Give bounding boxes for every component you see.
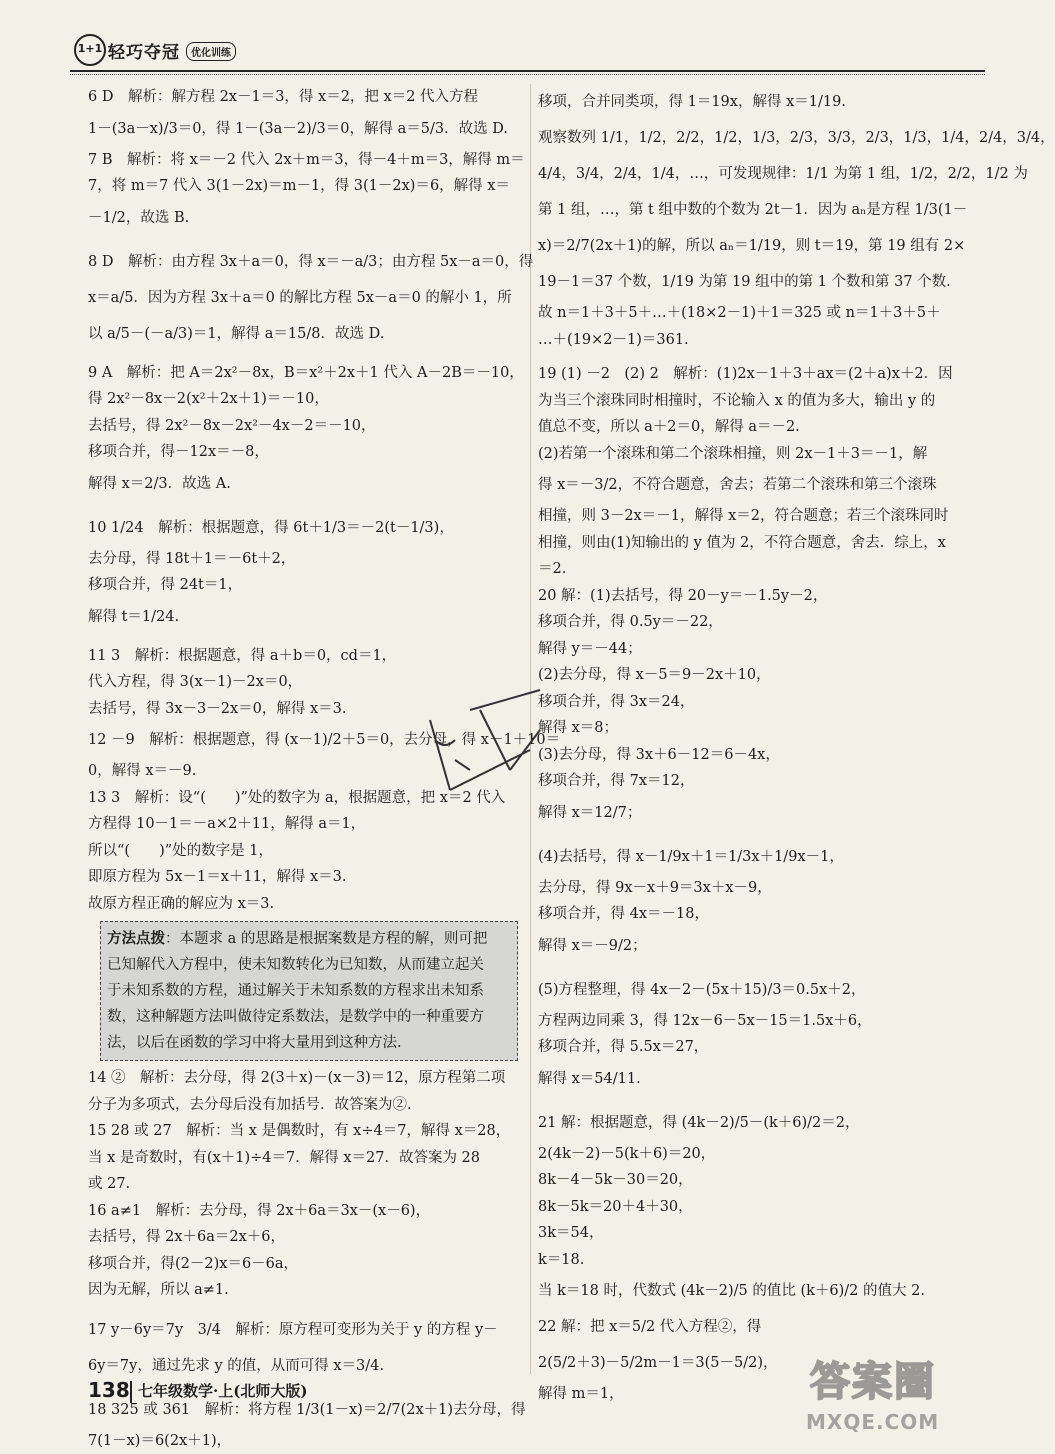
answer-line: …＋(19×2－1)＝361.	[538, 327, 983, 354]
answer-line: 14 ② 解析：去分母，得 2(3＋x)－(x－3)＝12，原方程第二项	[88, 1065, 523, 1092]
right-answers	[538, 84, 983, 1408]
page-footer	[88, 1378, 688, 1408]
answer-line: 8k－4－5k－30＝20，	[538, 1167, 983, 1194]
answer-line: 即原方程为 5x－1＝x＋11，解得 x＝3.	[88, 864, 523, 891]
answer-line: 2(5/2＋3)－5/2m－1＝3(5－5/2)，	[538, 1345, 983, 1381]
answer-line: 方程得 10－1＝－a×2＋11，解得 a＝1，	[88, 811, 523, 838]
answer-line: 故 n＝1＋3＋5＋…＋(18×2－1)＋1＝325 或 n＝1＋3＋5＋	[538, 300, 983, 327]
tip-line: 于未知系数的方程，通过解关于未知系数的方程求出未知系	[107, 978, 511, 1004]
page-header	[70, 30, 985, 76]
line-gap	[88, 502, 523, 510]
answer-line: ＝2.	[538, 556, 983, 583]
tip-line: 数，这种解题方法叫做待定系数法，是数学中的一种重要方	[107, 1004, 511, 1030]
answer-line: 方程两边同乘 3，得 12x－6－5x－15＝1.5x＋6，	[538, 1008, 983, 1035]
answer-line: 故原方程正确的解应为 x＝3.	[88, 891, 523, 918]
brand-title: 轻巧夺冠	[108, 38, 180, 63]
answer-line: 代入方程，得 3(x－1)－2x＝0，	[88, 669, 523, 696]
line-gap	[538, 1097, 983, 1105]
answer-line: (4)去括号，得 x－1/9x＋1＝1/3x＋1/9x－1，	[538, 839, 983, 875]
answer-line: 19－1＝37 个数，1/19 为第 19 组中的第 1 个数和第 37 个数．	[538, 264, 983, 300]
watermark-url: MXQE.COM	[806, 1410, 939, 1434]
right-column	[538, 84, 983, 1408]
answer-line: 第 1 组，…，第 t 组中数的个数为 2t－1．因为 aₙ是方程 1/3(1－	[538, 192, 983, 228]
answer-line: 解得 x＝54/11.	[538, 1061, 983, 1097]
answer-line: 观察数列 1/1，1/2，2/2，1/2，1/3，2/3，3/3，2/3，1/3，1/4，2/4，3/4，	[538, 120, 983, 156]
answer-line: 相撞，则 3－2x＝－1，解得 x＝2，符合题意；若三个滚珠同时	[538, 503, 983, 530]
answer-line: 当 x 是奇数时，有(x＋1)÷4＝7．解得 x＝27．故答案为 28	[88, 1145, 523, 1172]
footer-separator	[130, 1381, 132, 1403]
answer-line: 8k－5k＝20＋4＋30，	[538, 1194, 983, 1221]
answer-line: 移项合并，得 3x＝24，	[538, 689, 983, 716]
answer-line: 19 (1) －2 (2) 2 解析：(1)2x－1＋3＋ax＝(2＋a)x＋2．因	[538, 361, 983, 388]
tip-line: 法，以后在函数的学习中将大量用到这种方法.	[107, 1030, 511, 1056]
answer-line: 18 325 或 361 解析：将方程 1/3(1－x)＝2/7(2x＋1)去分母，得	[88, 1392, 523, 1428]
answer-line: 以 a/5－(－a/3)＝1，解得 a＝15/8．故选 D.	[88, 316, 523, 352]
answer-line: 7(1－x)＝6(2x＋1)，	[88, 1428, 523, 1454]
answer-line: 解得 x＝8；	[538, 715, 983, 742]
line-gap	[538, 353, 983, 361]
answer-line: x)＝2/7(2x＋1)的解，所以 aₙ＝1/19，则 t＝19，第 19 组有 2×	[538, 228, 983, 264]
watermark-text: 答案圈	[810, 1350, 936, 1407]
answer-line: 6y＝7y，通过先求 y 的值，从而可得 x＝3/4.	[88, 1348, 523, 1384]
answer-line: 移项合并，得(2－2)x＝6－6a，	[88, 1251, 523, 1278]
answer-line: 21 解：根据题意，得 (4k－2)/5－(k＋6)/2＝2，	[538, 1105, 983, 1141]
line-gap	[88, 352, 523, 360]
answer-line: x＝a/5．因为方程 3x＋a＝0 的解比方程 5x－a＝0 的解小 1，所	[88, 280, 523, 316]
answer-line: －1/2，故选 B.	[88, 200, 523, 236]
answer-line: 2(4k－2)－5(k＋6)＝20，	[538, 1141, 983, 1168]
answer-line: 移项合并，得 24t＝1，	[88, 572, 523, 599]
answer-line: 10 1/24 解析：根据题意，得 6t＋1/3＝－2(t－1/3)，	[88, 510, 523, 546]
header-rule-dotted	[70, 74, 985, 75]
answer-line: 所以“( )”处的数字是 1，	[88, 838, 523, 865]
answer-line: 解得 y＝－44；	[538, 636, 983, 663]
answer-line: 解得 m＝1，	[538, 1381, 983, 1408]
brand-subtitle: 优化训练	[186, 42, 236, 61]
line-gap	[88, 635, 523, 643]
answer-line: 9 A 解析：把 A＝2x²－8x，B＝x²＋2x＋1 代入 A－2B＝－10，	[88, 360, 523, 387]
line-gap	[538, 964, 983, 972]
tip-line: 已知解代入方程中，使未知数转化为已知数，从而建立起关	[107, 952, 511, 978]
answer-line: 移项，合并同类项，得 1＝19x，解得 x＝1/19.	[538, 84, 983, 120]
answer-line: 分子为多项式，去分母后没有加括号．故答案为②.	[88, 1092, 523, 1119]
answer-line: (2)去分母，得 x－5＝9－2x＋10，	[538, 662, 983, 689]
answer-line: 20 解：(1)去括号，得 20－y＝－1.5y－2，	[538, 583, 983, 610]
answer-line: 值总不变，所以 a＋2＝0，解得 a＝－2.	[538, 414, 983, 441]
answer-line: 得 x＝－3/2，不符合题意，舍去；若第二个滚珠和第三个滚珠	[538, 467, 983, 503]
answer-line: k＝18.	[538, 1247, 983, 1274]
answer-line: 解得 x＝－9/2；	[538, 928, 983, 964]
answer-line: 8 D 解析：由方程 3x＋a＝0，得 x＝－a/3；由方程 5x－a＝0，得	[88, 244, 523, 280]
line-gap	[88, 236, 523, 244]
answer-line: 0，解得 x＝－9.	[88, 758, 523, 785]
page-number: 138	[88, 1378, 130, 1402]
answer-line: 移项合并，得 7x＝12，	[538, 768, 983, 795]
answer-line: 移项合并，得 0.5y＝－22，	[538, 609, 983, 636]
answer-line: (5)方程整理，得 4x－2－(5x＋15)/3＝0.5x＋2，	[538, 972, 983, 1008]
book-title: 七年级数学·上(北师大版)	[138, 1380, 307, 1401]
line-gap	[538, 831, 983, 839]
method-tip-box	[100, 921, 518, 1061]
answer-line: 得 2x²－8x－2(x²＋2x＋1)＝－10，	[88, 386, 523, 413]
answer-line: 去括号，得 2x²－8x－2x²－4x－2＝－10，	[88, 413, 523, 440]
answer-line: 12 －9 解析：根据题意，得 (x－1)/2＋5＝0，去分母，得 x－1＋10＝	[88, 722, 523, 758]
answer-line: 解得 x＝2/3．故选 A.	[88, 466, 523, 502]
answer-line: 当 k＝18 时，代数式 (4k－2)/5 的值比 (k＋6)/2 的值大 2.	[538, 1273, 983, 1309]
answer-line: 4/4，3/4，2/4，1/4，…，可发现规律：1/1 为第 1 组，1/2，2/2，1/2 为	[538, 156, 983, 192]
tip-label: 方法点拨	[107, 930, 165, 947]
answer-line: 解得 t＝1/24.	[88, 599, 523, 635]
answer-line: 22 解：把 x＝5/2 代入方程②，得	[538, 1309, 983, 1345]
answer-line: 16 a≠1 解析：去分母，得 2x＋6a＝3x－(x－6)，	[88, 1198, 523, 1225]
answer-line: 去分母，得 18t＋1＝－6t＋2，	[88, 546, 523, 573]
answer-line: 相撞，则由(1)知输出的 y 值为 2，不符合题意，舍去．综上，x	[538, 530, 983, 557]
answer-line: 去分母，得 9x－x＋9＝3x＋x－9，	[538, 875, 983, 902]
answer-line: 6 D 解析：解方程 2x－1＝3，得 x＝2，把 x＝2 代入方程	[88, 84, 523, 111]
answer-line: 移项合并，得 5.5x＝27，	[538, 1034, 983, 1061]
answer-line: 因为无解，所以 a≠1.	[88, 1277, 523, 1304]
watermark-logo	[760, 1350, 1000, 1440]
answer-line: 13 3 解析：设“( )”处的数字为 a，根据题意，把 x＝2 代入	[88, 785, 523, 812]
header-rule	[70, 70, 985, 72]
answer-line: 7，将 m＝7 代入 3(1－2x)＝m－1，得 3(1－2x)＝6，解得 x＝	[88, 173, 523, 200]
answer-line: (3)去分母，得 3x＋6－12＝6－4x，	[538, 742, 983, 769]
answer-line: 7 B 解析：将 x＝－2 代入 2x＋m＝3，得－4＋m＝3，解得 m＝	[88, 147, 523, 174]
answer-line: 3k＝54，	[538, 1220, 983, 1247]
answer-line: 或 27.	[88, 1171, 523, 1198]
answer-line: 为当三个滚珠同时相撞时，不论输入 x 的值为多大，输出 y 的	[538, 388, 983, 415]
answer-line: 解得 x＝12/7；	[538, 795, 983, 831]
answer-line: 去括号，得 3x－3－2x＝0，解得 x＝3.	[88, 696, 523, 723]
answer-line: 移项合并，得－12x＝－8，	[88, 439, 523, 466]
tip-line: 方法点拨：本题求 a 的思路是根据案数是方程的解，则可把	[107, 926, 511, 952]
answer-line: (2)若第一个滚珠和第二个滚珠相撞，则 2x－1＋3＝－1，解	[538, 441, 983, 468]
answer-line: 1－(3a－x)/3＝0，得 1－(3a－2)/3＝0，解得 a＝5/3．故选 D.	[88, 111, 523, 147]
answer-line: 17 y－6y＝7y 3/4 解析：原方程可变形为关于 y 的方程 y－	[88, 1312, 523, 1348]
line-gap	[88, 1304, 523, 1312]
answer-line: 11 3 解析：根据题意，得 a＋b＝0，cd＝1，	[88, 643, 523, 670]
handwritten-scribble-icon	[410, 680, 560, 810]
answer-line: 去括号，得 2x＋6a＝2x＋6，	[88, 1224, 523, 1251]
brand-logo-icon: 1+1	[74, 34, 106, 66]
answer-line: 移项合并，得 4x＝－18，	[538, 901, 983, 928]
answer-line: 15 28 或 27 解析：当 x 是偶数时，有 x÷4＝7，解得 x＝28，	[88, 1118, 523, 1145]
